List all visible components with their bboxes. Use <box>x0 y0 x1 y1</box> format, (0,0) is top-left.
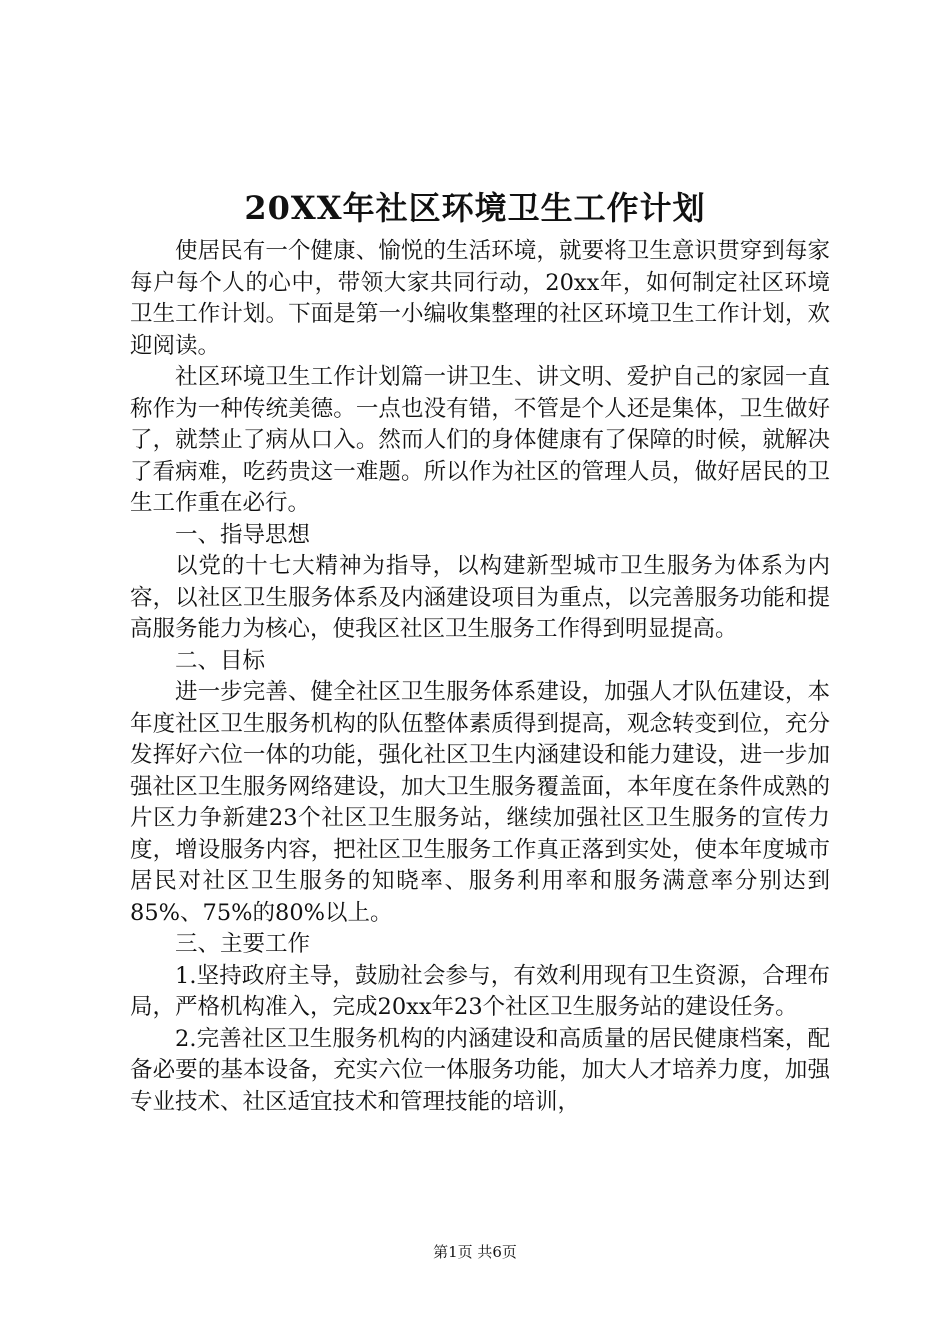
document-title: 20XX年社区环境卫生工作计划 <box>244 189 706 227</box>
paragraph-work-item-2: 2.完善社区卫生服务机构的内涵建设和高质量的居民健康档案，配备必要的基本设备，充实六位一体服务功能，加大人才培养力度，加强专业技术、社区适宜技术和管理技能的培训， <box>130 1025 830 1115</box>
paragraph-intro: 使居民有一个健康、愉悦的生活环境，就要将卫生意识贯穿到每家每户每个人的心中，带领大家共同行动，20xx年，如何制定社区环境卫生工作计划。下面是第一小编收集整理的社区环境卫生工作计划，欢迎阅读。 <box>130 238 830 359</box>
paragraph-plan-one: 社区环境卫生工作计划篇一讲卫生、讲文明、爱护自己的家园一直称作为一种传统美德。一点也没有错，不管是个人还是集体，卫生做好了，就禁止了病从口入。然而人们的身体健康有了保障的时候，就解决了看病难，吃药贵这一难题。所以作为社区的管理人员，做好居民的卫生工作重在必行。 <box>130 364 830 516</box>
paragraph-goals: 进一步完善、健全社区卫生服务体系建设，加强人才队伍建设，本年度社区卫生服务机构的队伍整体素质得到提高，观念转变到位，充分发挥好六位一体的功能，强化社区卫生内涵建设和能力建设，进一步加强社区卫生服务网络建设，加大卫生服务覆盖面，本年度在条件成熟的片区力争新建23个社区卫生服务站，继续加强社区卫生服务的宣传力度，增设服务内容，把社区卫生服务工作真正落到实处，使本年度城市居民对社区卫生服务的知晓率、服务利用率和服务满意率分别达到85%、75%的80%以上。 <box>130 679 830 926</box>
section-heading-guiding-ideology: 一、指导思想 <box>175 521 311 548</box>
paragraph-work-item-1: 1.坚持政府主导，鼓励社会参与，有效利用现有卫生资源，合理布局，严格机构准入，完成20xx年23个社区卫生服务站的建设任务。 <box>130 962 830 1020</box>
section-heading-main-work: 三、主要工作 <box>175 931 311 957</box>
document-body <box>130 236 830 1118</box>
section-heading-goals: 二、目标 <box>175 647 266 674</box>
page-number-footer: 第1页 共6页 <box>433 1243 517 1261</box>
paragraph-guiding-ideology: 以党的十七大精神为指导，以构建新型城市卫生服务为体系为内容，以社区卫生服务体系及内涵建设项目为重点，以完善服务功能和提高服务能力为核心，使我区社区卫生服务工作得到明显提高。 <box>130 553 830 642</box>
